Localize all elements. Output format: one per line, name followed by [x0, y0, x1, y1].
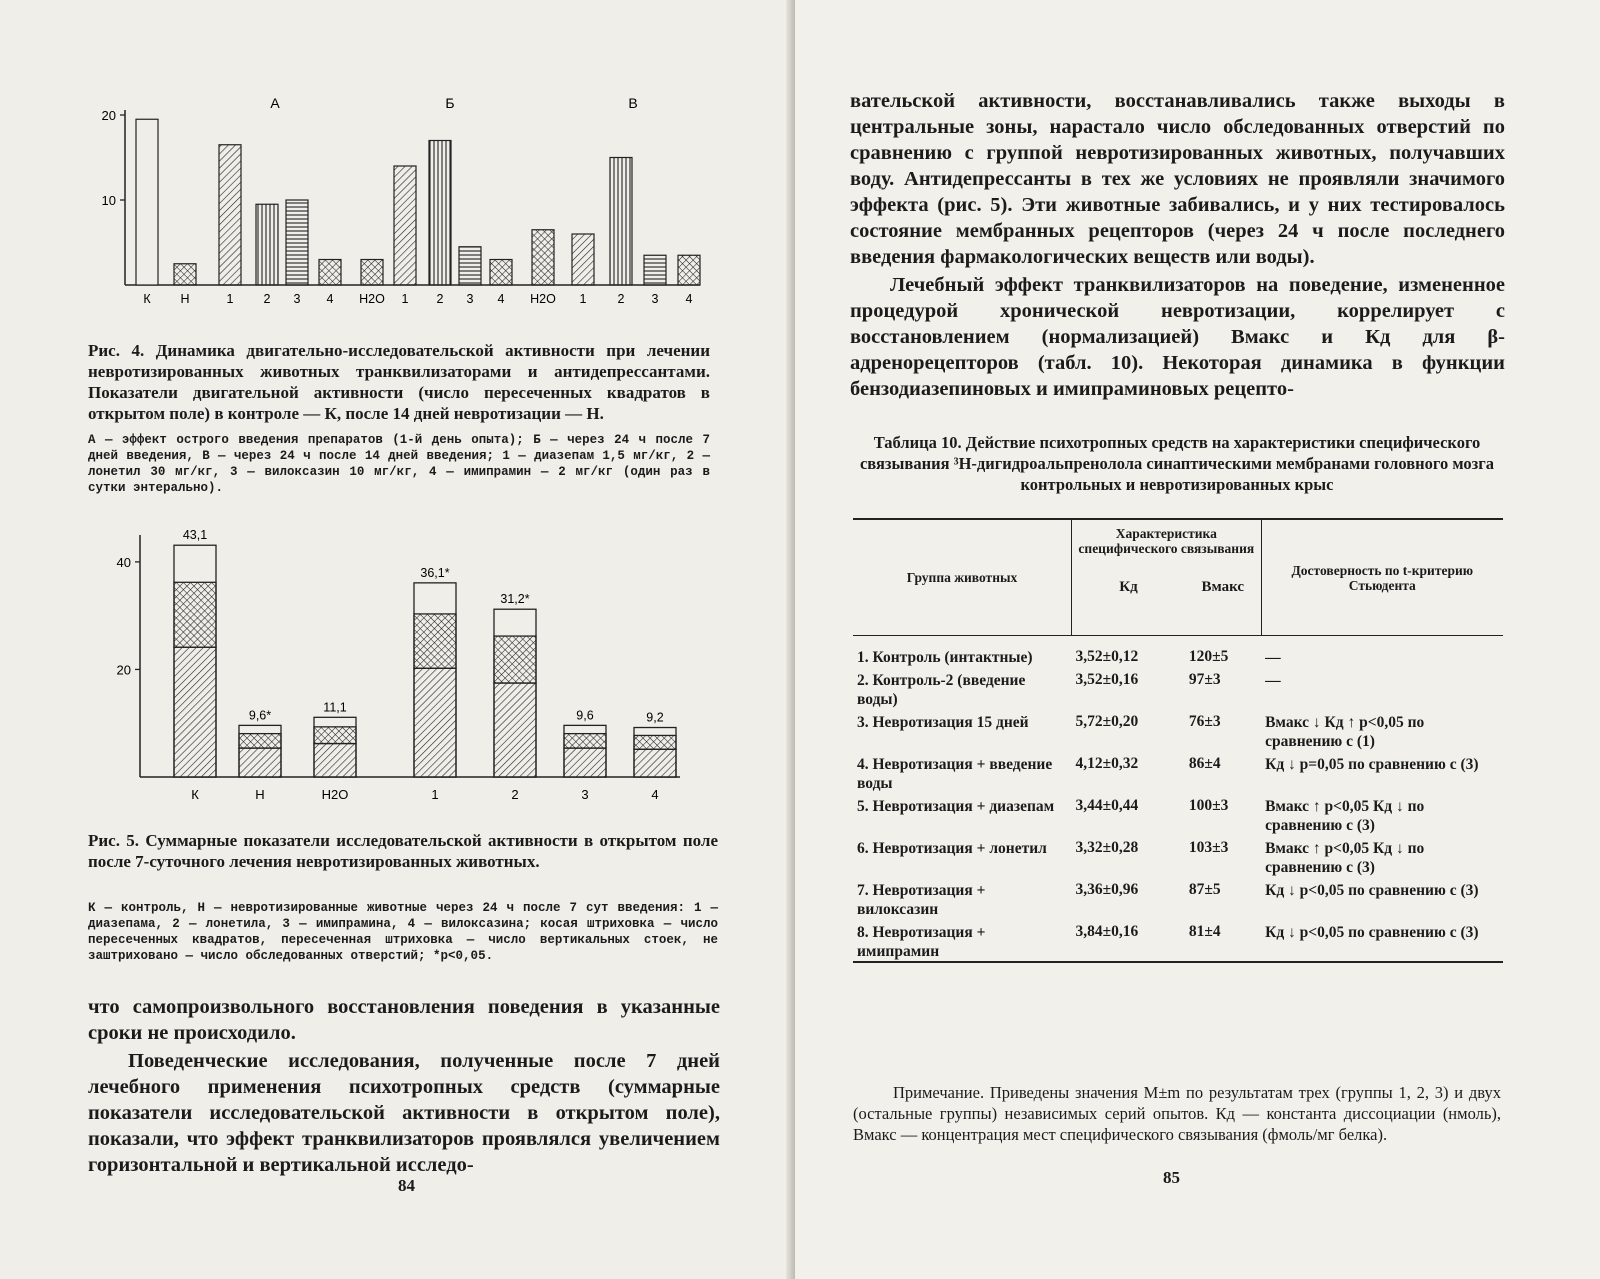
table10-cell-bmax: 87±5	[1188, 881, 1221, 898]
table10-cell-significance: Вмакс ↓ Кд ↑ p<0,05 по сравнению с (1)	[1265, 714, 1425, 750]
table10-col-significance: Достоверность по t-критерию Стьюдента	[1291, 562, 1474, 593]
table10-body	[853, 636, 1503, 962]
table10-row	[853, 919, 1503, 961]
fig5-bar-rearings	[414, 614, 456, 668]
table10-cell-bmax: 100±3	[1188, 797, 1229, 814]
fig5-value-label: 36,1*	[420, 565, 450, 580]
fig5-value-label: 31,2*	[500, 592, 530, 607]
table10-row	[853, 709, 1503, 751]
fig5-x-label: К	[191, 787, 199, 802]
fig4-x-label: 4	[685, 292, 693, 306]
fig5-y-tick-label: 20	[116, 662, 131, 678]
fig4-group-label: Б	[445, 95, 455, 111]
fig5-x-label: 1	[431, 787, 439, 802]
fig4-caption-legend: А — эффект острого введения препаратов (1-й день опыта); Б — через 24 ч после 7 дней введения, В — через 24 ч после 14 дней введения; 1 — диазепам 1,5 мг/кг, 2 — лонетил 30 мг/кг, 3 — вилоксазин 10 мг/кг, 4 — имипрамин — 2 мг/кг (один раз в сутки энтерально).	[88, 433, 710, 495]
table10-cell-group: 6. Невротизация + лонетил	[857, 840, 1047, 857]
figure-5-chart	[95, 515, 695, 820]
fig4-x-label: 1	[401, 292, 409, 306]
table10-cell-significance: —	[1265, 672, 1281, 689]
table10-cell-kd: 3,36±0,96	[1075, 881, 1139, 898]
fig4-x-label: 2	[263, 292, 271, 306]
fig4-bar	[219, 145, 241, 285]
table10-col-kd: Кд	[1119, 579, 1138, 595]
table10-cell-bmax: 86±4	[1188, 755, 1221, 772]
table10-cell-kd: 4,12±0,32	[1075, 755, 1139, 772]
fig5-value-label: 9,6	[576, 708, 594, 723]
left-page-number: 84	[398, 1176, 415, 1195]
fig5-x-label: Н	[255, 787, 265, 802]
table10-cell-bmax: 120±5	[1188, 648, 1229, 665]
figure-4-chart	[85, 90, 715, 335]
fig4-x-label: 2	[436, 292, 444, 306]
fig5-bar-squares	[494, 683, 536, 777]
fig5-x-label: 2	[511, 787, 519, 802]
fig4-bar	[429, 141, 451, 286]
fig5-bar-squares	[239, 748, 281, 777]
fig5-bar-squares	[174, 647, 216, 777]
fig4-x-label: 4	[326, 292, 334, 306]
fig5-caption-legend: К — контроль, Н — невротизированные животные через 24 ч после 7 сут введения: 1 — диазепама, 2 — лонетила, 3 — имипрамина, 4 — вилоксазина; косая штриховка — число пересеченных квадратов, пересеченная штриховка — число вертикальных стоек, не заштриховано — число обследованных отверстий; *p<0,05.	[88, 901, 718, 963]
fig5-x-label: 3	[581, 787, 589, 802]
fig5-caption-title: Рис. 5. Суммарные показатели исследовательской активности в открытом поле после 7-суточного лечения невротизированных животных.	[88, 831, 718, 871]
fig5-value-label: 9,2	[646, 710, 664, 725]
fig5-bar-rearings	[239, 734, 281, 748]
table10-cell-significance: Кд ↓ p<0,05 по сравнению с (3)	[1265, 882, 1479, 899]
right-body-paragraph-2: Лечебный эффект транквилизаторов на поведение, измененное процедурой хронической невротизации, коррелирует с восстановлением (нормализацией) Bмакс и Кд для β-адренорецепторов (табл. 10). Некоторая динамика в функции бензодиазепиновых и имипраминовых рецепто-	[850, 274, 1505, 400]
table10-row	[853, 636, 1503, 668]
left-body-paragraph-2: Поведенческие исследования, полученные после 7 дней лечебного применения психотропных средств (суммарные показатели исследовательской активности в открытом поле), показали, что эффект транквилизаторов проявлялся увеличением горизонтальной и вертикальной исследо-	[88, 1050, 720, 1176]
fig5-x-label: H2O	[321, 787, 349, 802]
fig5-bar-rearings	[314, 727, 356, 744]
table10-col-group: Группа животных	[853, 519, 1072, 636]
table10-cell-kd: 3,52±0,12	[1075, 648, 1139, 665]
fig4-x-label: Н	[180, 292, 190, 306]
fig4-bar	[572, 234, 594, 285]
fig4-x-label: H2O	[530, 292, 556, 306]
table10-cell-group: 7. Невротизация + вилоксазин	[857, 882, 986, 918]
table10-row	[853, 877, 1503, 919]
left-page	[0, 0, 795, 1279]
fig4-bar	[136, 119, 158, 285]
table10-cell-group: 5. Невротизация + диазепам	[857, 798, 1055, 815]
fig4-x-label: 3	[293, 292, 301, 306]
fig5-y-tick-label: 40	[116, 554, 131, 570]
fig5-bar-rearings	[174, 582, 216, 647]
fig5-bar-squares	[634, 749, 676, 777]
fig4-x-label: H2O	[359, 292, 385, 306]
fig4-caption-title: Рис. 4. Динамика двигательно-исследовательской активности при лечении невротизированных животных транквилизаторами и антидепрессантами. Показатели двигательной активности (число пересеченных квадратов в открытом поле) в контроле — К, после 14 дней невротизации — Н.	[88, 341, 710, 423]
fig4-x-label: 3	[466, 292, 474, 306]
table10-cell-significance: Кд ↓ p<0,05 по сравнению с (3)	[1265, 924, 1479, 941]
table10-cell-significance: Кд ↓ p=0,05 по сравнению с (3)	[1265, 756, 1479, 773]
fig4-bar	[394, 166, 416, 285]
fig4-bar	[644, 255, 666, 285]
table10-cell-significance: —	[1265, 649, 1281, 666]
fig4-bars	[136, 119, 700, 285]
table10-cell-kd: 3,52±0,16	[1075, 671, 1139, 688]
table10-col-bmax: Вмакс	[1185, 556, 1261, 636]
fig4-group-label: А	[270, 95, 280, 111]
fig4-group-label: В	[628, 95, 638, 111]
table10-cell-bmax: 76±3	[1188, 713, 1221, 730]
fig4-bar	[256, 204, 278, 285]
right-body-paragraph-1: вательской активности, восстанавливались также выходы в центральные зоны, нарастало число обследованных отверстий по сравнению с группой невротизированных животных, получавших воду. Антидепрессанты в тех же условиях не проявляли значимого эффекта (рис. 5). Эти животные забивались, и у них тестировалось состояние мембранных рецепторов (через 24 ч после последнего введения фармакологических веществ или воды).	[850, 90, 1505, 268]
fig4-bar	[532, 230, 554, 285]
fig5-value-label: 43,1	[182, 528, 208, 543]
table10-cell-kd: 3,44±0,44	[1075, 797, 1139, 814]
fig4-x-label: 1	[226, 292, 234, 306]
table10-row	[853, 793, 1503, 835]
fig4-bar	[286, 200, 308, 285]
fig4-x-label: 1	[579, 292, 587, 306]
fig4-x-label: 2	[617, 292, 625, 306]
table10-cell-significance: Вмакс ↑ p<0,05 Кд ↓ по сравнению с (3)	[1265, 840, 1425, 876]
fig4-bar	[490, 260, 512, 286]
fig4-x-label: 3	[651, 292, 659, 306]
fig5-x-label: 4	[651, 787, 659, 802]
table10-cell-kd: 3,32±0,28	[1075, 839, 1139, 856]
table10-cell-bmax: 97±3	[1188, 671, 1221, 688]
table10	[853, 518, 1503, 963]
fig5-bar-rearings	[564, 734, 606, 748]
fig4-bar	[361, 260, 383, 286]
table10-cell-kd: 5,72±0,20	[1075, 713, 1139, 730]
table10-cell-significance: Вмакс ↑ p<0,05 Кд ↓ по сравнению с (3)	[1265, 798, 1425, 834]
table10-cell-bmax: 81±4	[1188, 923, 1221, 940]
fig5-bar-squares	[414, 668, 456, 777]
table10-cell-group: 3. Невротизация 15 дней	[857, 714, 1029, 731]
table10-cell-group: 2. Контроль-2 (введение воды)	[857, 672, 1026, 708]
fig5-bar-squares	[564, 748, 606, 777]
fig5-bar-rearings	[494, 636, 536, 683]
fig5-bar-squares	[314, 744, 356, 777]
table10-row	[853, 835, 1503, 877]
table10-cell-group: 4. Невротизация + введение воды	[857, 756, 1053, 792]
right-page-number: 85	[1163, 1168, 1180, 1187]
table10-note: Примечание. Приведены значения M±m по результатам трех (группы 1, 2, 3) и двух (остальные группы) независимых серий опытов. Кд — константа диссоциации (нмоль), Вмакс — концентрация мест специфического связывания (фмоль/мг белка).	[853, 1083, 1501, 1144]
table10-cell-group: 1. Контроль (интактные)	[857, 649, 1033, 666]
table10-row	[853, 751, 1503, 793]
table10-cell-group: 8. Невротизация + имипрамин	[857, 924, 986, 960]
fig4-x-label: 4	[497, 292, 505, 306]
table10-cell-bmax: 103±3	[1188, 839, 1229, 856]
table10-title: Таблица 10. Действие психотропных средств на характеристики специфического связывания ³Н-дигидроальпренолола синаптическими мембранами головного мозга контрольных и невротизированных крыс	[859, 433, 1495, 494]
fig5-bar-rearings	[634, 735, 676, 749]
left-body-paragraph-1: что самопроизвольного восстановления поведения в указанные сроки не происходило.	[88, 996, 720, 1044]
table10-col-characteristic: Характеристика специфического связывания	[1072, 519, 1262, 556]
fig5-bars	[174, 545, 676, 777]
fig4-bar	[678, 255, 700, 285]
fig5-value-label: 11,1	[323, 700, 347, 715]
table10-cell-kd: 3,84±0,16	[1075, 923, 1139, 940]
fig4-bar	[319, 260, 341, 286]
right-page	[795, 0, 1600, 1279]
fig4-y-tick-label: 20	[101, 108, 116, 123]
fig4-x-label: К	[143, 292, 151, 306]
fig4-bar	[459, 247, 481, 285]
fig4-bar	[610, 158, 632, 286]
fig4-y-tick-label: 10	[101, 193, 116, 208]
fig4-bar	[174, 264, 196, 285]
fig5-value-label: 9,6*	[248, 708, 272, 723]
table10-row	[853, 667, 1503, 709]
